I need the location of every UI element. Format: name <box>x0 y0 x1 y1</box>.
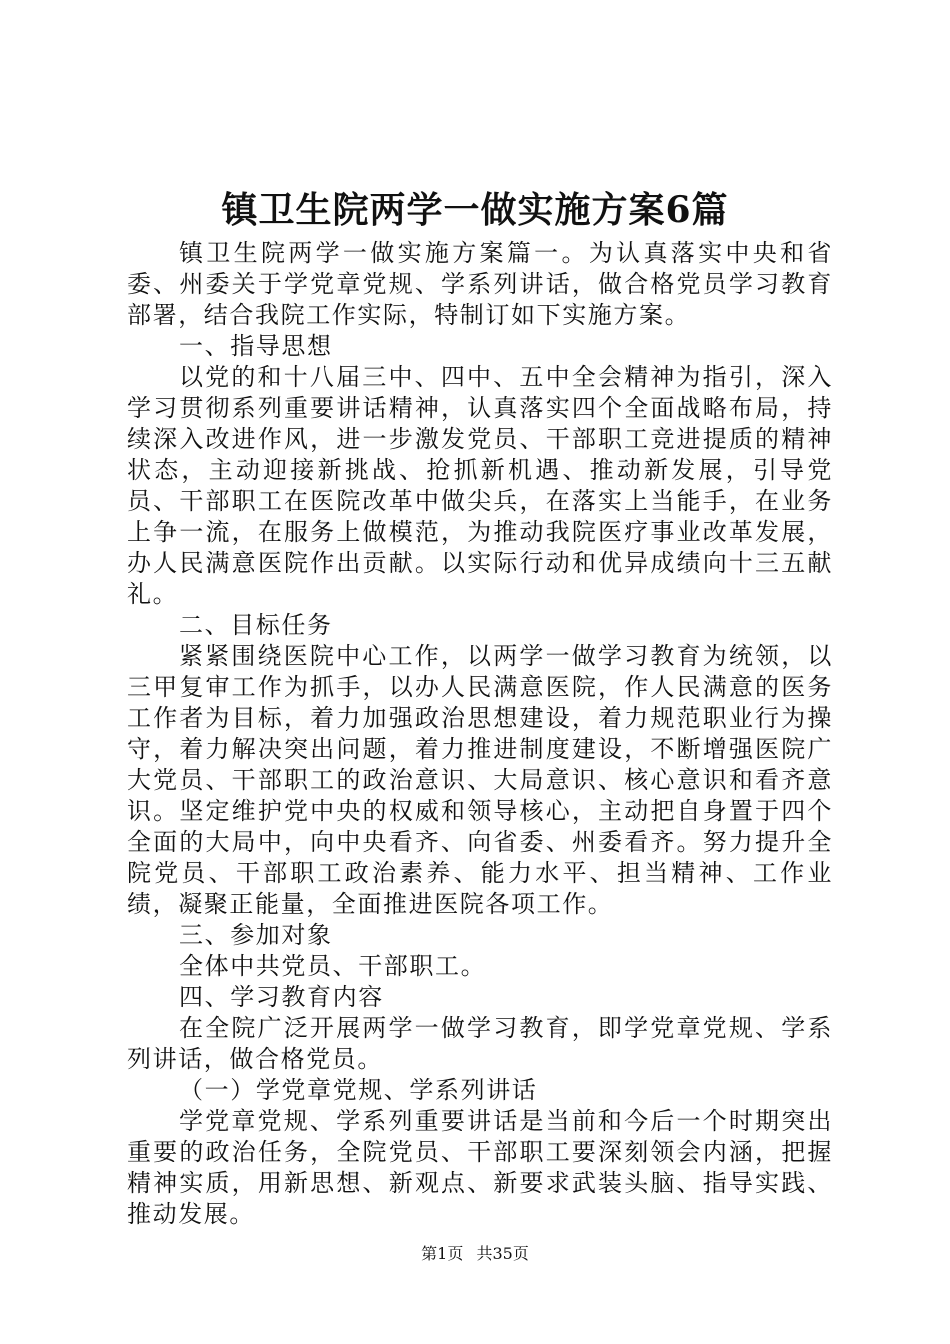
page-total: 共35页 <box>476 1244 529 1263</box>
paragraph-participants: 全体中共党员、干部职工。 <box>179 952 487 980</box>
document-body <box>127 238 833 1230</box>
document-title: 镇卫生院两学一做实施方案6篇 <box>221 189 729 231</box>
section-heading-participants: 三、参加对象 <box>179 921 333 949</box>
page-number: 第1页 <box>421 1244 464 1263</box>
paragraph-study: 学党章党规、学系列重要讲话是当前和今后一个时期突出重要的政治任务，全院党员、干部职工要深刻领会内涵，把握精神实质，用新思想、新观点、新要求武装头脑、指导实践、推动发展。 <box>127 1107 833 1228</box>
subsection-heading-study: （一）学党章党规、学系列讲话 <box>179 1076 538 1104</box>
paragraph-intro: 镇卫生院两学一做实施方案篇一。为认真落实中央和省委、州委关于学党章党规、学系列讲话，做合格党员学习教育部署，结合我院工作实际，特制订如下实施方案。 <box>127 239 833 329</box>
paragraph-guiding-thought: 以党的和十八届三中、四中、五中全会精神为指引，深入学习贯彻系列重要讲话精神，认真落实四个全面战略布局，持续深入改进作风，进一步激发党员、干部职工竞进提质的精神状态，主动迎接新挑战、抢抓新机遇、推动新发展，引导党员、干部职工在医院改革中做尖兵，在落实上当能手，在业务上争一流，在服务上做模范，为推动我院医疗事业改革发展，办人民满意医院作出贡献。以实际行动和优异成绩向十三五献礼。 <box>127 363 833 608</box>
section-heading-goals: 二、目标任务 <box>179 611 333 639</box>
page-footer <box>0 1242 950 1266</box>
section-heading-guiding-thought: 一、指导思想 <box>179 332 333 360</box>
paragraph-goals: 紧紧围绕医院中心工作，以两学一做学习教育为统领，以三甲复审工作为抓手，以办人民满意医院，作人民满意的医务工作者为目标，着力加强政治思想建设，着力规范职业行为操守，着力解决突出问题，着力推进制度建设，不断增强医院广大党员、干部职工的政治意识、大局意识、核心意识和看齐意识。坚定维护党中央的权威和领导核心，主动把自身置于四个全面的大局中，向中央看齐、向省委、州委看齐。努力提升全院党员、干部职工政治素养、能力水平、担当精神、工作业绩，凝聚正能量，全面推进医院各项工作。 <box>127 642 833 918</box>
paragraph-content: 在全院广泛开展两学一做学习教育，即学党章党规、学系列讲话，做合格党员。 <box>127 1014 833 1073</box>
section-heading-content: 四、学习教育内容 <box>179 983 384 1011</box>
